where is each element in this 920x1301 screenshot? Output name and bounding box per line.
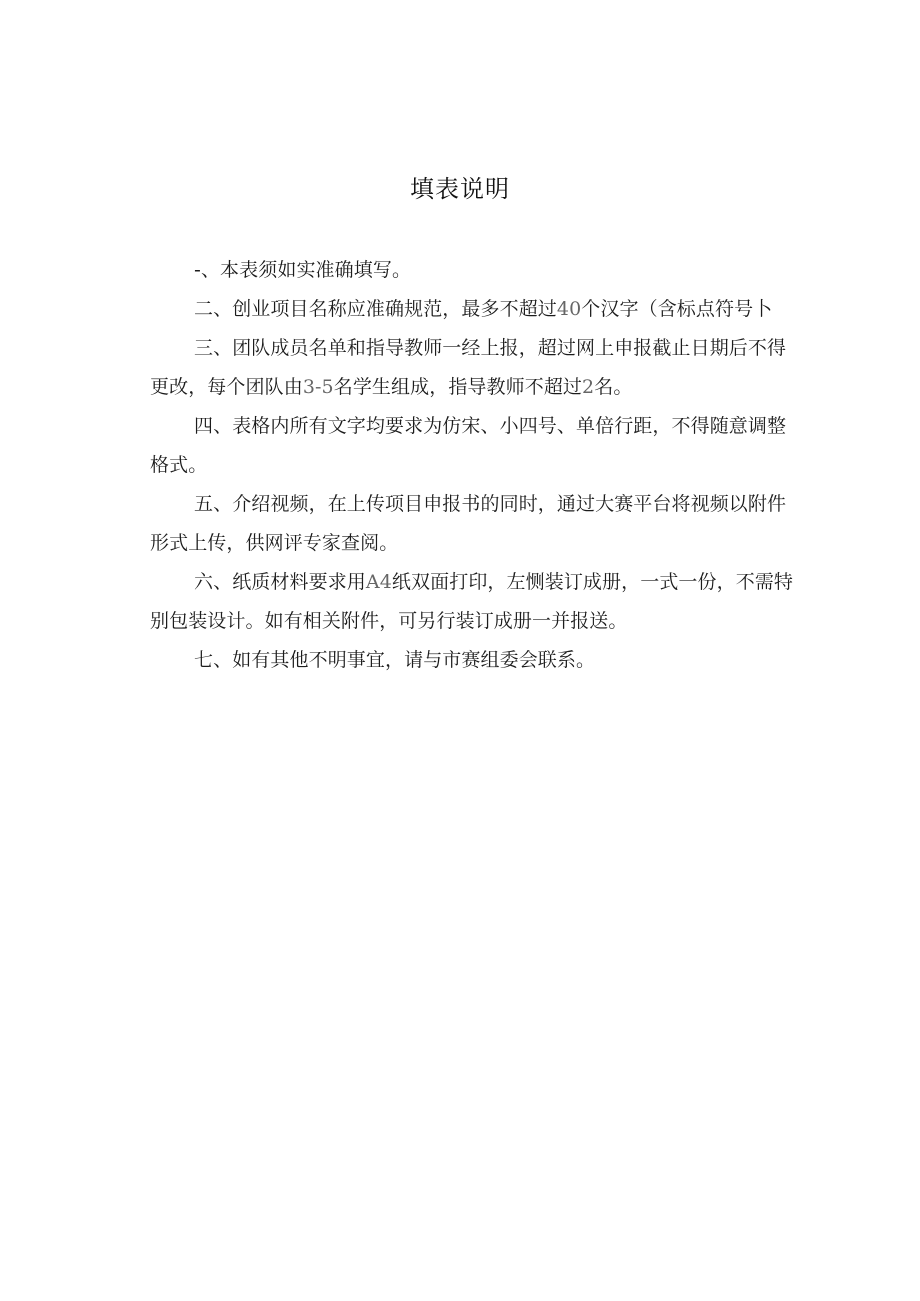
instruction-text: 名学生组成，指导教师不超过 [333, 376, 583, 398]
advisor-limit-value: 2 [582, 376, 595, 398]
instruction-text: 纸双面打印，左恻装订成册，一式一份，不需特别包装设计。如有相关附件，可另行装订成册一并报送。 [150, 571, 794, 632]
instruction-text: 二、创业项目名称应准确规范，最多不超过 [194, 298, 557, 320]
instruction-item-7: 七、如有其他不明事宜，请与市赛组委会联系。 [194, 649, 596, 671]
page-title: 填表说明 [410, 175, 510, 203]
instructions-body [150, 251, 794, 680]
instruction-item-1: -、本表须如实准确填写。 [194, 259, 412, 281]
character-limit-value: 40 [556, 298, 582, 320]
instruction-item-3 [150, 329, 794, 407]
instruction-text: 六、纸质材料要求用 [194, 571, 366, 593]
instruction-text: 个汉字（含标点符号卜 [581, 298, 773, 320]
instruction-item-2 [150, 290, 794, 329]
instruction-item-6 [150, 563, 794, 641]
instruction-item-4: 四、表格内所有文字均要求为仿宋、小四号、单倍行距，不得随意调整格式。 [150, 415, 787, 476]
paper-size-value: A4 [365, 571, 392, 593]
team-size-value: 3-5 [302, 376, 334, 398]
instruction-text: 名。 [594, 376, 633, 398]
instruction-item-5: 五、介绍视频，在上传项目申报书的同时，通过大赛平台将视频以附件形式上传，供网评专家查阅。 [150, 493, 787, 554]
instruction-text: 三、团队成员名单和指导教师一经上报，超过网上申报截止日期后不得更改，每个团队由 [150, 337, 787, 398]
